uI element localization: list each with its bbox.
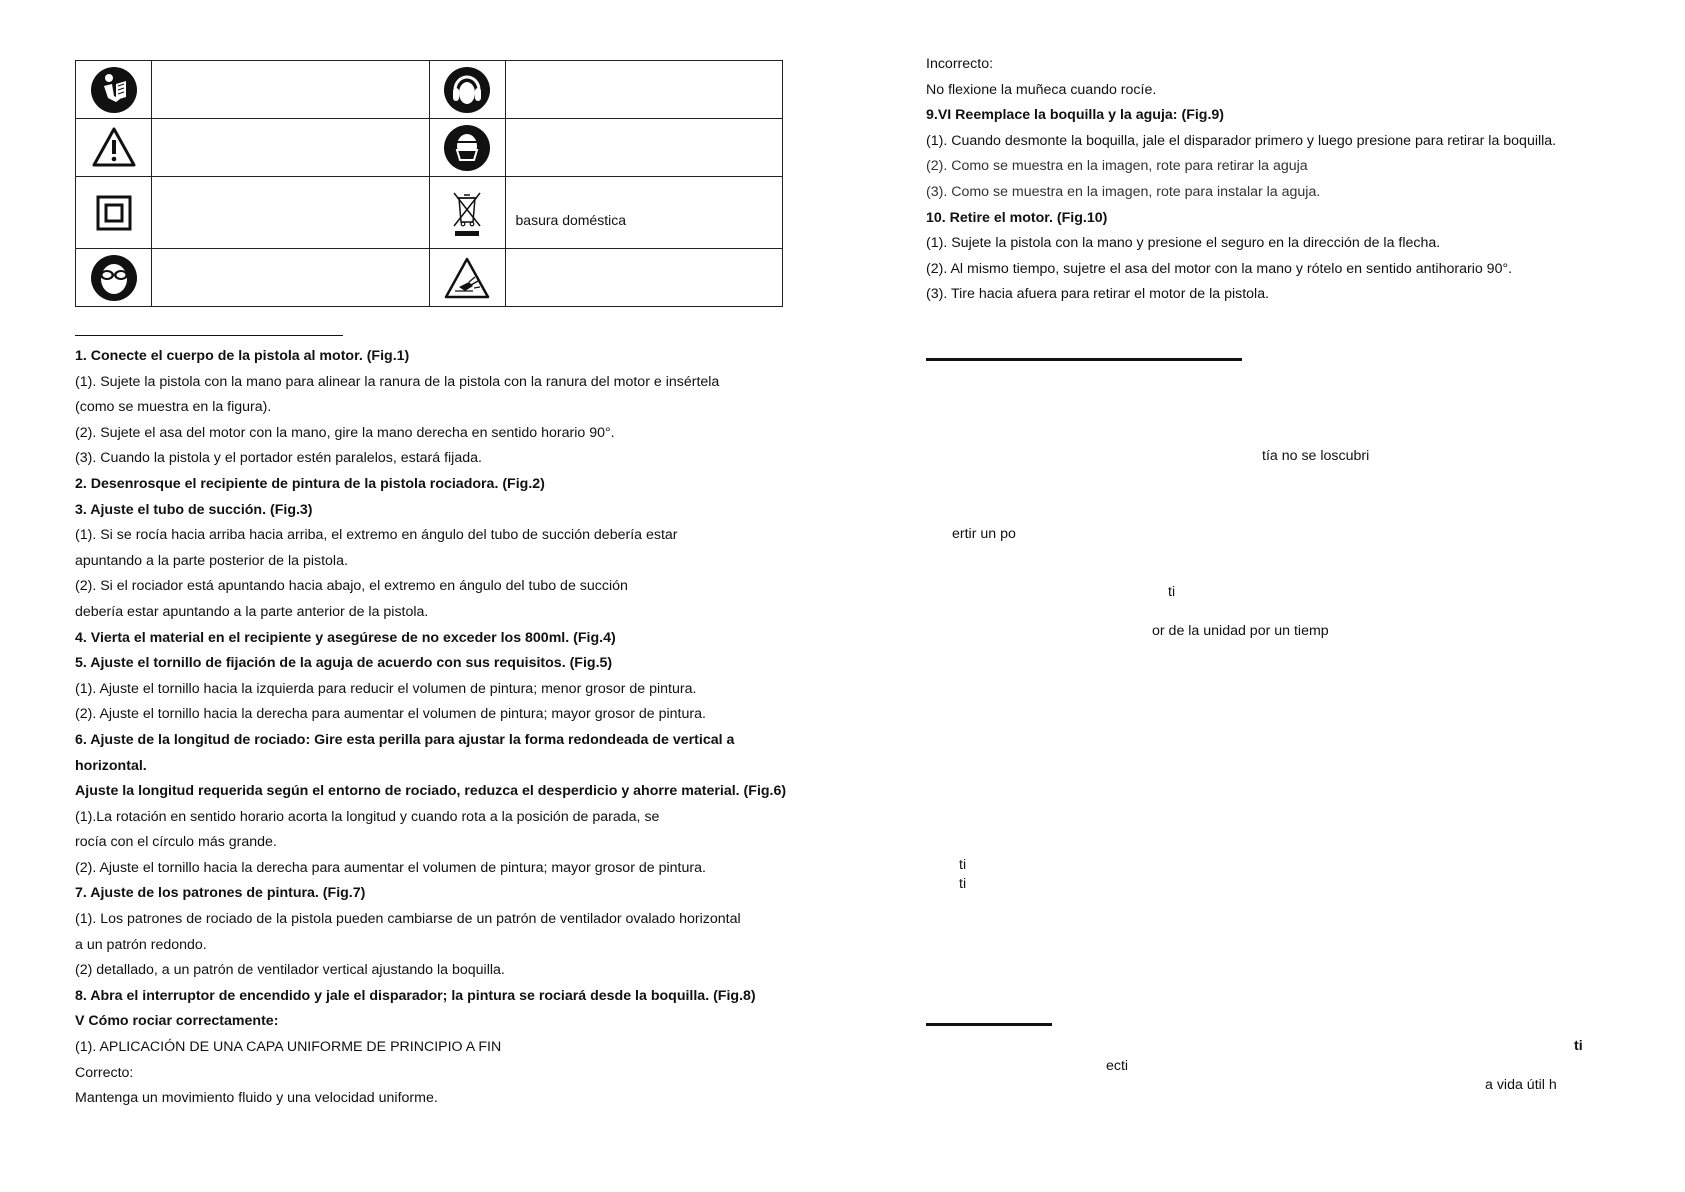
text-line: apuntando a la parte posterior de la pistola. [75,552,348,569]
text-line: Correcto: [75,1064,134,1081]
text-line: V Cómo rociar correctamente: [75,1013,279,1030]
spray-hazard-icon [443,255,491,301]
symbol-cell [76,177,152,249]
text-line: debería estar apuntando a la parte anterior de la pistola. [75,603,429,620]
text-line: Ajuste la longitud requerida según el entorno de rociado, reduzca el desperdicio y ahorre material. (Fig.6) [75,783,787,800]
text-line: (2). Como se muestra en la imagen, rote para retirar la aguja [926,158,1308,175]
text-line: 3. Ajuste el tubo de succión. (Fig.3) [75,501,313,518]
text-fragment: ti [1168,584,1176,600]
symbol-cell [429,249,505,307]
safety-symbols-table [75,60,783,307]
text-line: No flexione la muñeca cuando rocíe. [926,81,1157,98]
text-line: Incorrecto: [926,56,994,72]
text-line: (como se muestra en la figura). [75,399,272,416]
symbol-text [152,119,430,177]
symbol-row [76,177,783,249]
text-fragment: ecti [1106,1058,1129,1074]
symbol-text [152,177,430,249]
text-fragment: ti [959,857,967,873]
text-fragment: ti [959,876,967,892]
text-line: (1). APLICACIÓN DE UNA CAPA UNIFORME DE PRINCIPIO A FIN [75,1039,502,1056]
text-line: a un patrón redondo. [75,936,207,953]
symbol-text [505,61,783,119]
symbol-row [76,119,783,177]
instructions-left-column [75,344,786,1112]
section-rule-right-bottom [926,1023,1052,1026]
symbol-cell [429,119,505,177]
double-insulation-icon [92,191,136,235]
dust-mask-icon [443,124,491,172]
section-rule-right-top [926,358,1242,361]
symbol-row [76,249,783,307]
text-line: 6. Ajuste de la longitud de rociado: Gire esta perilla para ajustar la forma redondeada de vertical a [75,731,735,748]
symbol-cell [429,61,505,119]
text-line: (2). Sujete el asa del motor con la mano, gire la mano derecha en sentido horario 90°. [75,424,615,441]
symbol-row [76,61,783,119]
warning-icon [90,124,138,172]
symbol-cell [76,61,152,119]
ear-protection-icon [443,66,491,114]
symbol-cell [429,177,505,249]
read-manual-icon [90,66,138,114]
text-line: (3). Cuando la pistola y el portador estén paralelos, estará fijada. [75,450,482,467]
text-line: (1). Ajuste el tornillo hacia la izquierda para reducir el volumen de pintura; menor grosor de pintura. [75,680,697,697]
text-fragment: ti [1574,1038,1583,1054]
text-line: 2. Desenrosque el recipiente de pintura de la pistola rociadora. (Fig.2) [75,475,545,492]
symbol-text: basura doméstica [505,177,783,249]
text-line: (2). Si el rociador está apuntando hacia abajo, el extremo en ángulo del tubo de succión [75,578,628,595]
text-fragment: ertir un po [952,526,1016,542]
text-line: (1). Los patrones de rociado de la pistola pueden cambiarse de un patrón de ventilador ovalado horizontal [75,911,741,928]
text-line: (3). Como se muestra en la imagen, rote para instalar la aguja. [926,183,1321,200]
text-line: (1). Cuando desmonte la boquilla, jale el disparador primero y luego presione para retirar la boquilla. [926,132,1557,149]
text-line: 4. Vierta el material en el recipiente y asegúrese de no exceder los 800ml. (Fig.4) [75,629,616,646]
text-line: (2) detallado, a un patrón de ventilador vertical ajustando la boquilla. [75,962,505,979]
eye-protection-icon [90,254,138,302]
symbol-cell [76,249,152,307]
text-line: (1). Sujete la pistola con la mano y presione el seguro en la dirección de la flecha. [926,235,1441,252]
text-line: 1. Conecte el cuerpo de la pistola al motor. (Fig.1) [75,348,410,364]
symbol-text [152,249,430,307]
text-line: (1). Sujete la pistola con la mano para alinear la ranura de la pistola con la ranura del motor e insértela [75,373,720,390]
symbol-cell [76,119,152,177]
section-rule-left [75,335,343,336]
text-fragment: a vida útil h [1485,1077,1557,1093]
symbol-text [505,249,783,307]
text-line: rocía con el círculo más grande. [75,834,277,851]
text-line: 5. Ajuste el tornillo de fijación de la aguja de acuerdo con sus requisitos. (Fig.5) [75,655,613,672]
text-line: 8. Abra el interruptor de encendido y jale el disparador; la pintura se rociará desde la boquilla. (Fig.8) [75,987,756,1004]
text-line: (2). Ajuste el tornillo hacia la derecha para aumentar el volumen de pintura; mayor grosor de pintura. [75,706,706,723]
text-line: 9.VI Reemplace la boquilla y la aguja: (Fig.9) [926,107,1225,124]
symbol-text [152,61,430,119]
text-line: horizontal. [75,757,147,774]
text-line: 7. Ajuste de los patrones de pintura. (Fig.7) [75,885,366,902]
instructions-right-column [926,52,1556,308]
text-line: (1). Si se rocía hacia arriba hacia arriba, el extremo en ángulo del tubo de succión debería estar [75,527,678,544]
text-fragment: or de la unidad por un tiemp [1152,623,1329,639]
weee-bin-icon [447,188,487,238]
text-line: (1).La rotación en sentido horario acorta la longitud y cuando rota a la posición de parada, se [75,808,660,825]
text-line: (3). Tire hacia afuera para retirar el motor de la pistola. [926,286,1270,303]
text-line: (2). Al mismo tiempo, sujetre el asa del motor con la mano y rótelo en sentido antihorario 90°. [926,260,1513,277]
text-line: (2). Ajuste el tornillo hacia la derecha para aumentar el volumen de pintura; mayor grosor de pintura. [75,859,706,876]
symbol-text [505,119,783,177]
text-fragment: tía no se loscubri [1262,448,1370,464]
text-line: 10. Retire el motor. (Fig.10) [926,209,1108,226]
text-line: Mantenga un movimiento fluido y una velocidad uniforme. [75,1090,438,1107]
